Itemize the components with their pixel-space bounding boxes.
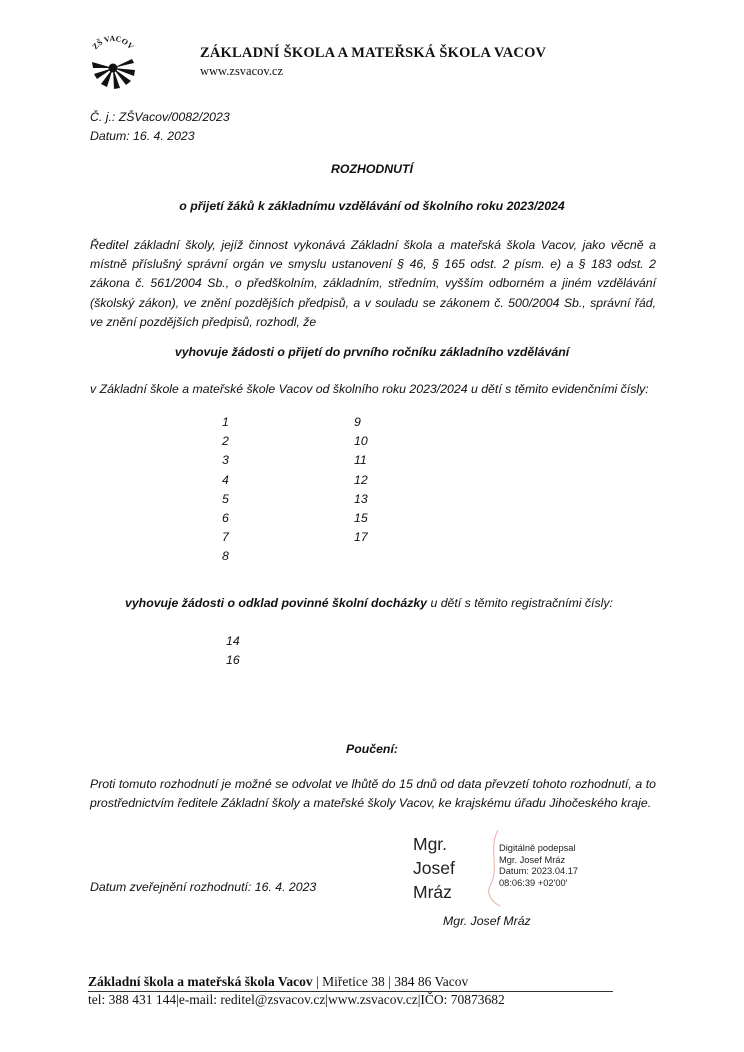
- list-item: 15: [354, 511, 368, 526]
- signature-name-line: Mgr.: [413, 834, 448, 854]
- list-item: 4: [222, 472, 229, 487]
- logo-graphic: [84, 32, 142, 90]
- list-item: 13: [354, 491, 368, 506]
- list-item: 14: [226, 634, 240, 648]
- list-item: 17: [354, 530, 368, 545]
- list-item: 16: [226, 653, 240, 668]
- list-item: 10: [354, 434, 368, 449]
- granted-numbers-column-2: [354, 413, 368, 547]
- deferral-heading: vyhovuje žádosti o odklad povinné školní docházky: [125, 596, 428, 610]
- signature-name-line: Mráz: [413, 882, 452, 902]
- signature-info-line: Datum: 2023.04.17: [499, 866, 579, 877]
- document-date: Datum: 16. 4. 2023: [90, 129, 195, 143]
- notice-paragraph: Proti tomuto rozhodnutí je možné se odvolat ve lhůtě do 15 dnů od data převzetí tohoto rozhodnutí, a to prostřednictvím ředitele Základní školy a mateřské školy Vacov, ke krajskému úřadu Jihočeského kraje.: [90, 777, 656, 811]
- list-item: 9: [354, 415, 361, 429]
- list-item: 1: [222, 415, 229, 429]
- digital-signature-info: [499, 843, 578, 889]
- footer-address: [88, 974, 468, 990]
- notice-heading: Poučení:: [346, 742, 398, 756]
- reference-number: Č. j.: ZŠVacov/0082/2023: [90, 110, 230, 124]
- list-item: 6: [222, 511, 229, 526]
- signature-info-line: Digitálně podepsal: [499, 843, 576, 853]
- signature-name-block: [413, 832, 455, 904]
- list-item: 3: [222, 453, 229, 468]
- document-title: ROZHODNUTÍ: [331, 162, 413, 176]
- document-subtitle: o přijetí žáků k základnímu vzdělávání od školního roku 2023/2024: [179, 199, 565, 213]
- list-item: 2: [222, 434, 229, 449]
- footer-contact: tel: 388 431 144|e-mail: reditel@zsvacov.cz|www.zsvacov.cz|IČO: 70873682: [88, 992, 505, 1007]
- deferral-text: u dětí s těmito registračními čísly:: [427, 596, 613, 610]
- list-item: 11: [354, 453, 367, 468]
- list-item: 12: [354, 472, 368, 487]
- intro-paragraph: Ředitel základní školy, jejíž činnost vykonává Základní škola a mateřská škola Vacov, jako věcně a místně příslušný správní orgán ve smyslu ustanovení § 46, § 165 odst. 2 písm. e) a § 183 odst. 2 zákona č. 561/2004 Sb., o předškolním, základním, středním, vyšším odborném a jiném vzdělávání (školský zákon), ve znění pozdějších předpisů, a v souladu se zákonem č. 500/2004 Sb., správní řád, ve znění pozdějších předpisů, rozhodl, že: [90, 238, 656, 329]
- list-item: 5: [222, 491, 229, 506]
- logo-text: ZŠ VACOV: [90, 33, 136, 52]
- signer-name: Mgr. Josef Mráz: [443, 914, 531, 928]
- footer-address-text: | Miřetice 38 | 384 86 Vacov: [312, 974, 469, 989]
- list-item: 8: [222, 549, 229, 564]
- school-website: www.zsvacov.cz: [200, 64, 284, 78]
- granted-numbers-column-1: [222, 413, 229, 567]
- deferral-numbers: [226, 632, 240, 670]
- school-name: ZÁKLADNÍ ŠKOLA A MATEŘSKÁ ŠKOLA VACOV: [200, 45, 547, 61]
- deferral-line: [125, 596, 613, 610]
- granted-intro: v Základní škole a mateřské škole Vacov od školního roku 2023/2024 u dětí s těmito evidenčními čísly:: [90, 382, 649, 396]
- signature-name-line: Josef: [413, 858, 455, 878]
- granted-heading: vyhovuje žádosti o přijetí do prvního ročníku základního vzdělávání: [174, 345, 570, 359]
- school-logo: [84, 32, 142, 90]
- footer-school-name: Základní škola a mateřská škola Vacov: [88, 974, 313, 989]
- signature-info-line: 08:06:39 +02'00': [499, 877, 568, 888]
- publication-date: Datum zveřejnění rozhodnutí: 16. 4. 2023: [90, 880, 317, 894]
- signature-info-line: Mgr. Josef Mráz: [499, 854, 566, 865]
- list-item: 7: [222, 530, 229, 545]
- svg-text:ZŠ VACOV: [91, 34, 136, 51]
